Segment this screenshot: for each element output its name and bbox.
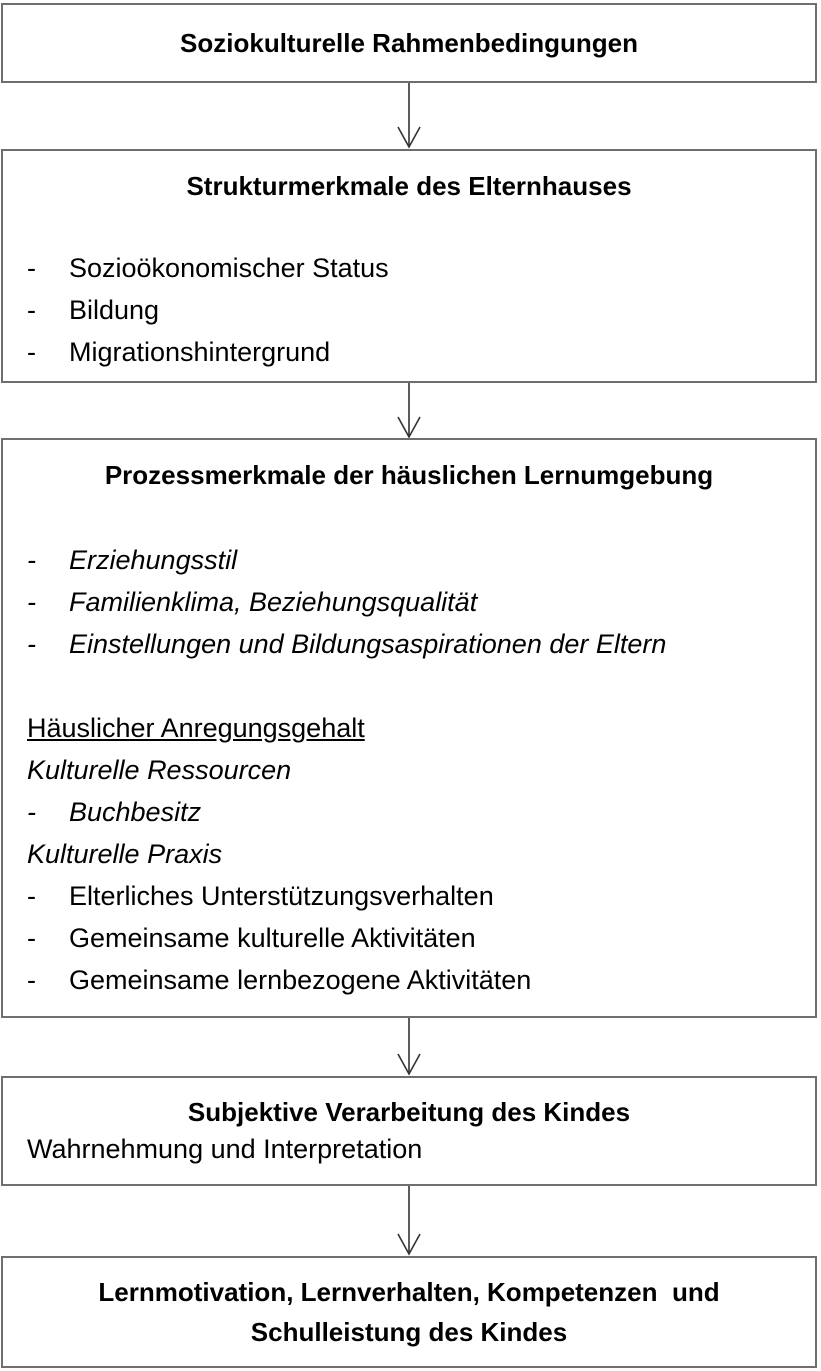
list-item: - Bildung: [27, 295, 160, 325]
arrow-down-icon: [397, 383, 421, 439]
box-title: Strukturmerkmale des Elternhauses: [186, 171, 632, 201]
arrow-down-icon: [397, 1186, 421, 1256]
box-title: Prozessmerkmale der häuslichen Lernumgebung: [104, 460, 714, 490]
list-item: - Gemeinsame lernbezogene Aktivitäten: [27, 965, 532, 995]
box-strukturmerkmale: [1, 149, 817, 383]
list-item: - Sozioökonomischer Status: [27, 253, 389, 283]
list-item: - Migrationshintergrund: [27, 337, 331, 367]
subsection-heading: Kulturelle Praxis: [27, 839, 223, 869]
list-item: - Buchbesitz: [27, 797, 202, 827]
box-subjektive-verarbeitung: [1, 1076, 817, 1186]
list-item: - Erziehungsstil: [27, 545, 238, 575]
arrow-down-icon: [397, 83, 421, 149]
list-item: - Elterliches Unterstützungsverhalten: [27, 881, 494, 911]
arrow-down-icon: [397, 1018, 421, 1076]
subsection-heading: Kulturelle Ressourcen: [27, 755, 292, 785]
box-subtitle: Wahrnehmung und Interpretation: [27, 1134, 423, 1164]
box-title: Soziokulturelle Rahmenbedingungen: [180, 28, 638, 58]
box-title-line-1: Lernmotivation, Lernverhalten, Kompetenzen und: [98, 1277, 720, 1307]
section-heading: Häuslicher Anregungsgehalt: [27, 713, 365, 743]
list-item: - Familienklima, Beziehungsqualität: [27, 587, 478, 617]
list-item: - Einstellungen und Bildungsaspirationen der Eltern: [27, 629, 667, 659]
box-title-line-2: Schulleistung des Kindes: [250, 1317, 568, 1347]
box-soziokulturelle-rahmenbedingungen: [1, 3, 817, 83]
box-lernmotivation-schulleistung: [1, 1256, 817, 1368]
list-item: - Gemeinsame kulturelle Aktivitäten: [27, 923, 476, 953]
box-prozessmerkmale: [1, 438, 817, 1018]
box-title: Subjektive Verarbeitung des Kindes: [187, 1097, 631, 1127]
